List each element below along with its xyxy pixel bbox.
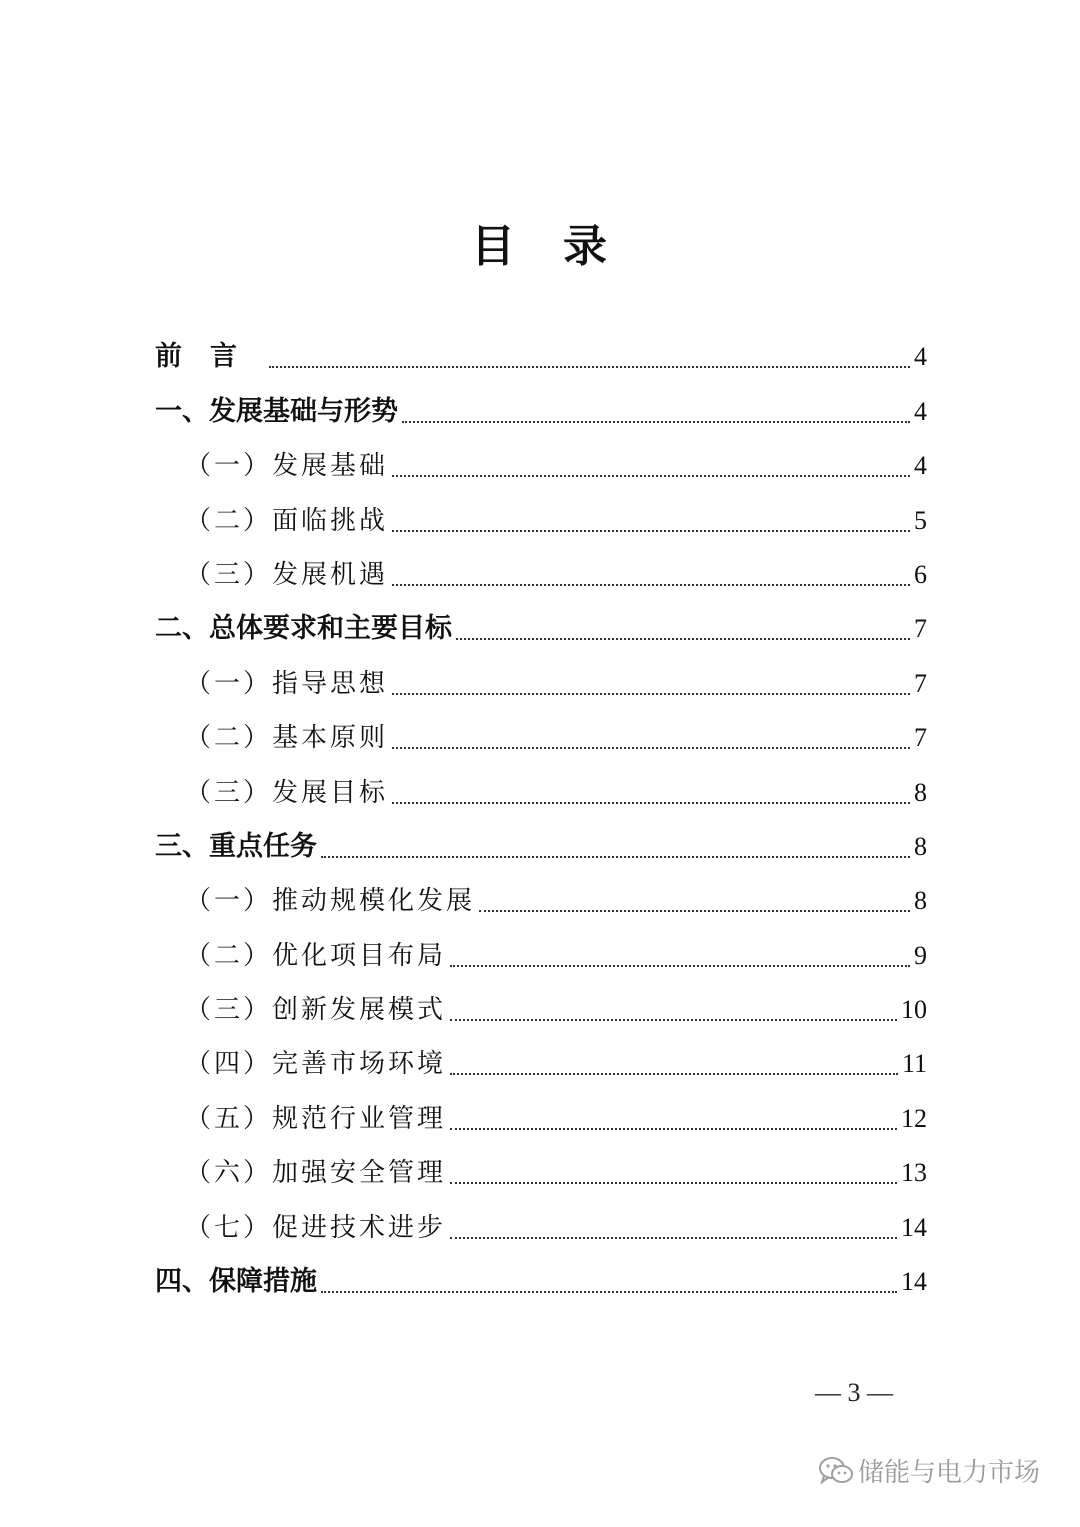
- toc-dot-leader: [450, 1018, 897, 1021]
- toc-dot-leader: [392, 801, 910, 804]
- toc-entry-page: 13: [901, 1158, 927, 1188]
- toc-dot-leader: [269, 365, 910, 368]
- watermark: [818, 1452, 1040, 1489]
- toc-entry[interactable]: [155, 1146, 927, 1200]
- page-number: — 3 —: [815, 1378, 893, 1407]
- toc-entry-label: （二）优化项目布局: [185, 940, 447, 971]
- toc-dot-leader: [450, 1181, 897, 1184]
- toc-entry-page: 9: [914, 940, 927, 970]
- toc-entry-page: 8: [914, 886, 927, 916]
- toc-entry[interactable]: [155, 711, 927, 765]
- toc-entry-page: 14: [901, 1267, 927, 1297]
- toc-entry-label: 前言: [155, 341, 265, 373]
- toc-entry-label: 四、保障措施: [155, 1266, 317, 1298]
- toc-entry[interactable]: [155, 874, 927, 928]
- toc-entry-page: 11: [901, 1049, 927, 1079]
- toc-dot-leader: [392, 529, 910, 532]
- toc-entry[interactable]: [155, 820, 927, 874]
- toc-entry-page: 5: [914, 505, 927, 535]
- toc-entry[interactable]: [155, 493, 927, 547]
- toc-entry[interactable]: [155, 656, 927, 710]
- toc-entry-label: （四）完善市场环境: [185, 1049, 447, 1080]
- toc-entry-label: （五）规范行业管理: [185, 1103, 447, 1134]
- toc-entry-label: （一）发展基础: [185, 451, 389, 482]
- toc-entry[interactable]: [155, 1200, 927, 1254]
- toc-entry[interactable]: [155, 439, 927, 493]
- toc-dot-leader: [450, 1236, 897, 1239]
- toc-dot-leader: [456, 637, 910, 640]
- toc-entry-label: （七）促进技术进步: [185, 1212, 447, 1243]
- toc-entry-label: （三）发展机遇: [185, 559, 389, 590]
- toc-entry[interactable]: [155, 765, 927, 819]
- wechat-icon: [818, 1456, 854, 1486]
- toc-entry-page: 7: [914, 614, 927, 644]
- toc-entry-page: 6: [914, 559, 927, 589]
- toc-dot-leader: [392, 692, 910, 695]
- watermark-text: 储能与电力市场: [858, 1458, 1041, 1488]
- toc-entry-page: 7: [914, 668, 927, 698]
- toc-dot-leader: [479, 909, 910, 912]
- toc-entry[interactable]: [155, 384, 927, 438]
- toc-entry[interactable]: [155, 928, 927, 982]
- toc-entry-page: 8: [914, 831, 927, 861]
- toc-entry-page: 4: [914, 342, 927, 372]
- toc-dot-leader: [392, 583, 910, 586]
- toc-entry[interactable]: [155, 602, 927, 656]
- page-title: 目 录: [471, 221, 609, 272]
- toc-entry[interactable]: [155, 1255, 927, 1309]
- toc-entry-label: （一）推动规模化发展: [185, 886, 476, 917]
- toc-dot-leader: [450, 1072, 898, 1075]
- toc-dot-leader: [402, 420, 910, 423]
- toc-dot-leader: [392, 746, 910, 749]
- toc-dot-leader: [450, 964, 910, 967]
- toc-entry-page: 7: [914, 723, 927, 753]
- toc-entry-label: 一、发展基础与形势: [155, 395, 398, 427]
- toc-entry[interactable]: [155, 1037, 927, 1091]
- toc-entry-label: （一）指导思想: [185, 668, 389, 699]
- toc-entry[interactable]: [155, 548, 927, 602]
- toc-entry-page: 4: [914, 396, 927, 426]
- toc-entry-label: （三）发展目标: [185, 777, 389, 808]
- toc-entry-page: 10: [901, 995, 927, 1025]
- toc-entry-page: 14: [901, 1212, 927, 1242]
- toc-entry-label: 三、重点任务: [155, 830, 317, 862]
- toc-entry-page: 4: [914, 451, 927, 481]
- toc-entry-label: （二）面临挑战: [185, 505, 389, 536]
- toc-entry[interactable]: [155, 983, 927, 1037]
- toc-dot-leader: [321, 1290, 897, 1293]
- table-of-contents: [155, 330, 927, 1309]
- toc-entry-label: （二）基本原则: [185, 723, 389, 754]
- toc-entry-page: 8: [914, 777, 927, 807]
- toc-entry-label: 二、总体要求和主要目标: [155, 613, 452, 645]
- toc-entry-label: （六）加强安全管理: [185, 1158, 447, 1189]
- toc-dot-leader: [450, 1127, 897, 1130]
- toc-entry-page: 12: [901, 1103, 927, 1133]
- toc-entry-label: （三）创新发展模式: [185, 995, 447, 1026]
- toc-entry[interactable]: [155, 1091, 927, 1145]
- toc-dot-leader: [392, 474, 910, 477]
- toc-dot-leader: [321, 855, 910, 858]
- toc-entry[interactable]: [155, 330, 927, 384]
